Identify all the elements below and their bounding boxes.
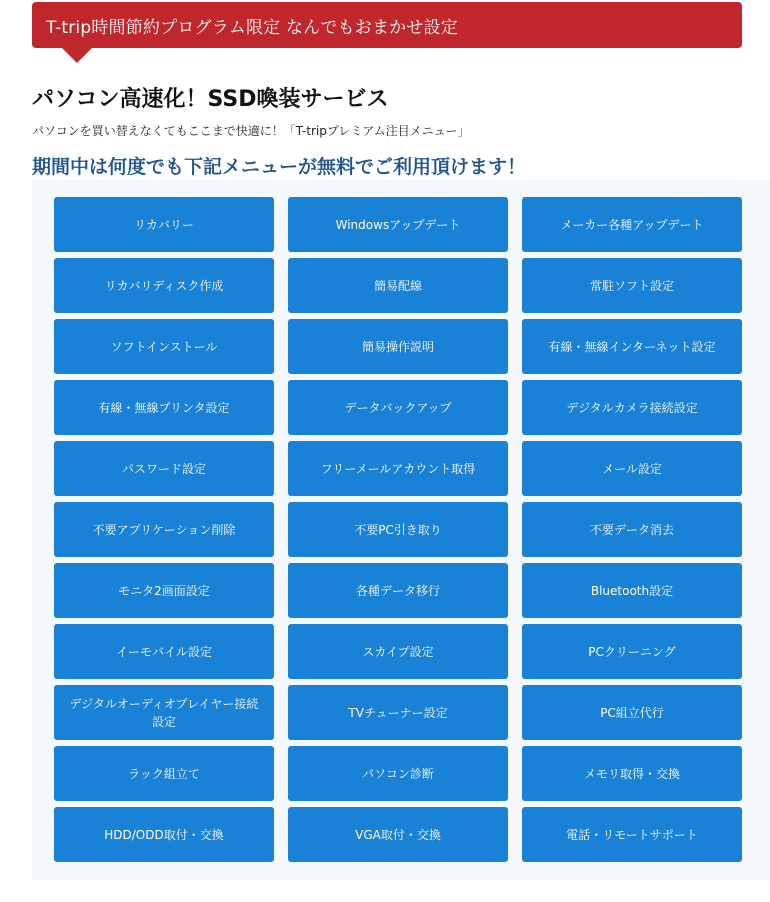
service-menu-button-label: 常駐ソフト設定 (589, 278, 674, 293)
service-menu-button-label: データバックアップ (344, 400, 452, 415)
service-menu-button-label: 不要アプリケーション削除 (92, 522, 236, 537)
service-menu-button[interactable] (54, 563, 274, 618)
service-menu-button[interactable] (522, 502, 742, 557)
promo-banner-text: T-trip時間節約プログラム限定 なんでもおまかせ設定 (46, 17, 458, 38)
service-menu-button[interactable] (288, 502, 508, 557)
service-menu-button[interactable] (522, 258, 742, 313)
service-menu-button[interactable] (54, 258, 274, 313)
service-menu-button-label: 簡易操作説明 (361, 339, 434, 354)
service-menu-button-label: PCクリーニング (588, 644, 676, 659)
free-menu-heading: 期間中は何度でも下記メニューが無料でご利用頂けます！ (32, 156, 527, 178)
service-menu-button-label: メモリ取得・交換 (583, 766, 680, 781)
service-menu-button-label: リカバリディスク作成 (104, 278, 224, 293)
service-menu-button[interactable] (522, 441, 742, 496)
service-menu-button[interactable] (522, 807, 742, 862)
service-menu-button-label: 各種データ移行 (355, 583, 440, 598)
service-menu-button[interactable] (54, 685, 274, 740)
service-menu-button-label: メール設定 (602, 461, 662, 476)
service-menu-button[interactable] (522, 319, 742, 374)
service-menu-button-label: 不要PC引き取り (354, 522, 442, 537)
service-menu-button-label: PC組立代行 (600, 705, 664, 720)
service-menu-button-label: Windowsアップデート (335, 217, 461, 232)
service-menu-button[interactable] (54, 807, 274, 862)
service-menu-button-label: 有線・無線プリンタ設定 (98, 400, 230, 415)
service-menu-button[interactable] (522, 197, 742, 252)
promo-banner-pointer (61, 47, 93, 63)
service-menu-button-label: スカイプ設定 (362, 644, 434, 659)
promo-banner (32, 2, 742, 48)
service-menu-button-label: HDD/ODD取付・交換 (104, 827, 224, 842)
service-menu-button[interactable] (288, 807, 508, 862)
service-menu-button-label: リカバリー (134, 217, 194, 232)
service-menu-button-label: デジタルオーディオプレイヤー接続設定 (69, 696, 259, 729)
service-menu-grid (54, 197, 742, 862)
service-menu-button[interactable] (54, 441, 274, 496)
service-menu-button[interactable] (522, 624, 742, 679)
service-menu-button[interactable] (522, 563, 742, 618)
service-menu-button-label: イーモバイル設定 (115, 644, 212, 659)
service-menu-button[interactable] (288, 319, 508, 374)
service-menu-button-label: 電話・リモートサポート (566, 827, 698, 842)
service-menu-button[interactable] (288, 685, 508, 740)
service-menu-button-label: モニタ2画面設定 (118, 583, 210, 598)
service-menu-button[interactable] (54, 624, 274, 679)
service-menu-button-label: TVチューナー設定 (348, 705, 448, 720)
service-menu-button[interactable] (54, 319, 274, 374)
service-menu-button-label: 不要データ消去 (589, 522, 674, 537)
service-menu-button[interactable] (288, 380, 508, 435)
service-menu-button-label: ラック組立て (128, 766, 200, 781)
service-menu-button-label: Bluetooth設定 (590, 583, 674, 598)
service-menu-button[interactable] (288, 258, 508, 313)
service-menu-button[interactable] (288, 441, 508, 496)
service-menu-button-label: パソコン診断 (362, 766, 434, 781)
service-menu-button-label: VGA取付・交換 (355, 827, 441, 842)
service-menu-button[interactable] (288, 197, 508, 252)
page-subtitle: パソコンを買い替えなくてもここまで快適に！「T-tripプレミアム注目メニュー」 (32, 124, 470, 138)
service-menu-button[interactable] (54, 502, 274, 557)
service-menu-button[interactable] (522, 380, 742, 435)
service-menu-button-label: 有線・無線インターネット設定 (548, 339, 716, 354)
service-menu-button-label: メーカー各種アップデート (560, 217, 704, 232)
service-menu-button[interactable] (54, 380, 274, 435)
service-menu-button[interactable] (288, 624, 508, 679)
service-menu-button-label: デジタルカメラ接続設定 (566, 400, 698, 415)
service-menu-button-label: ソフトインストール (110, 339, 218, 354)
page-title: パソコン高速化！SSD喚装サービス (32, 87, 389, 112)
service-menu-button[interactable] (288, 746, 508, 801)
service-menu-button-label: フリーメールアカウント取得 (320, 461, 476, 476)
service-menu-panel (32, 180, 770, 880)
service-menu-button[interactable] (522, 685, 742, 740)
service-menu-button[interactable] (54, 746, 274, 801)
service-menu-button[interactable] (288, 563, 508, 618)
service-menu-button-label: 簡易配線 (373, 278, 422, 293)
service-menu-button[interactable] (522, 746, 742, 801)
service-menu-button[interactable] (54, 197, 274, 252)
service-menu-button-label: パスワード設定 (121, 461, 206, 476)
